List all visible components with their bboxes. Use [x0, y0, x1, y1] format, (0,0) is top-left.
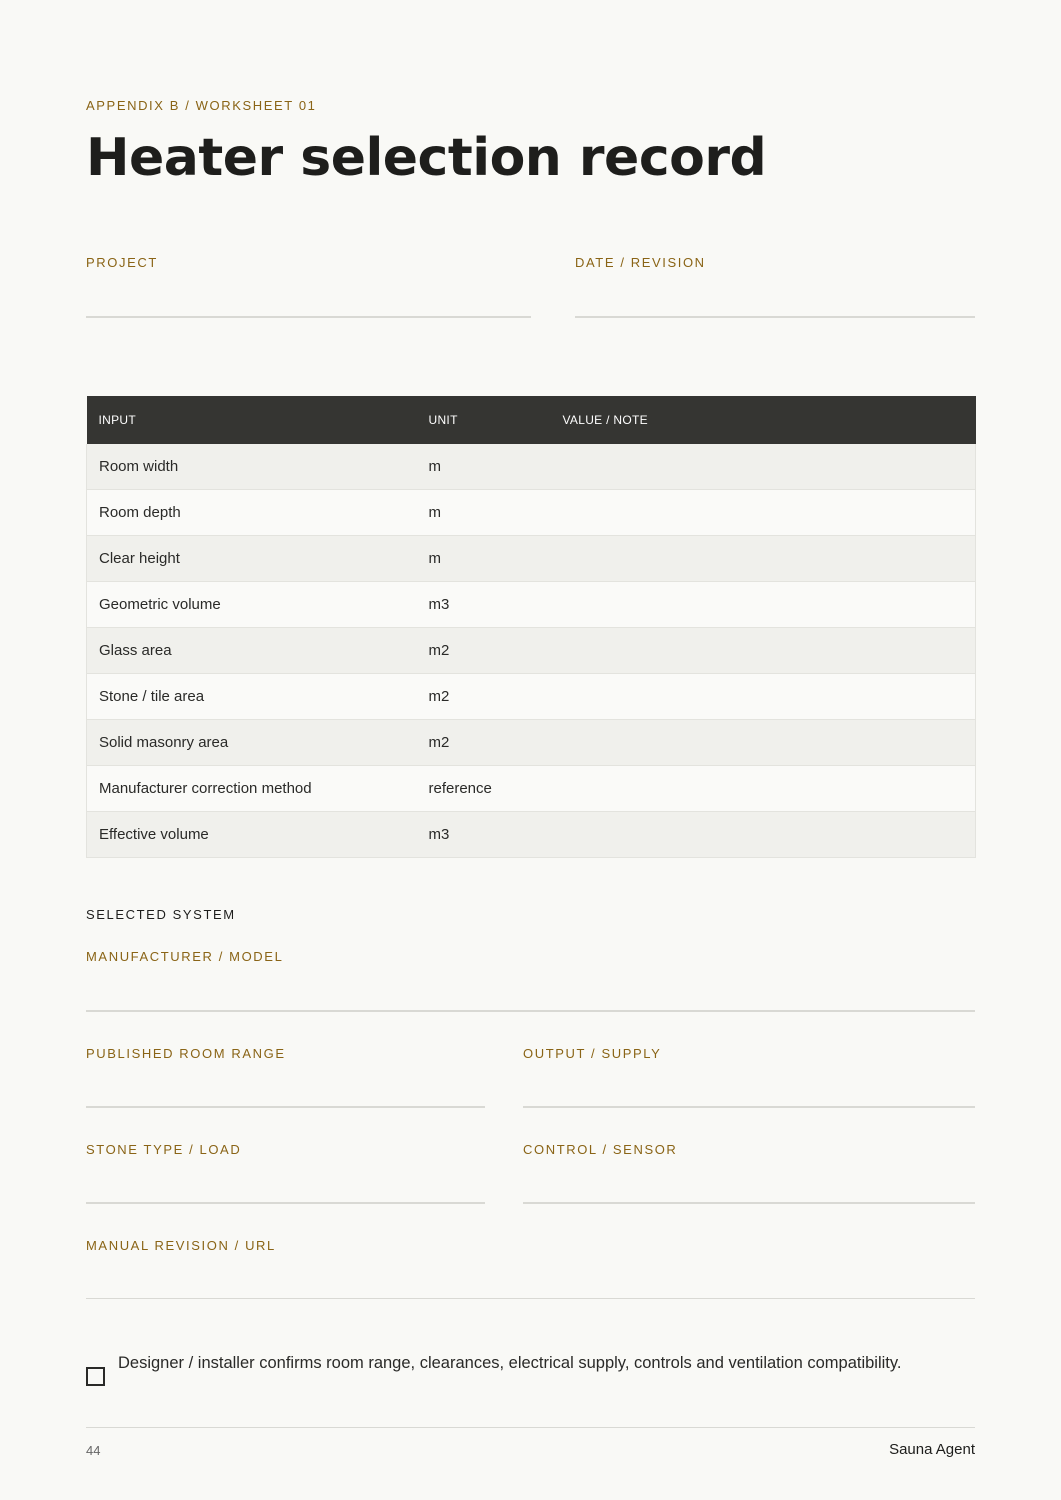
input-value[interactable]	[551, 444, 976, 490]
table-row	[87, 628, 976, 674]
inputs-table	[86, 396, 976, 858]
table-row	[87, 536, 976, 582]
input-name: Geometric volume	[87, 582, 417, 628]
control-sensor-field[interactable]	[523, 1142, 975, 1206]
input-name: Solid masonry area	[87, 720, 417, 766]
input-value[interactable]	[551, 490, 976, 536]
input-name: Glass area	[87, 628, 417, 674]
project-field[interactable]	[86, 255, 531, 319]
input-unit: m3	[417, 812, 551, 858]
confirmation-text: Designer / installer confirms room range, clearances, electrical supply, controls and ventilation compatibility.	[118, 1354, 902, 1372]
input-value[interactable]	[551, 582, 976, 628]
control-sensor-input-line[interactable]	[523, 1202, 975, 1204]
project-input-line[interactable]	[86, 316, 531, 318]
input-name: Room depth	[87, 490, 417, 536]
input-unit: m	[417, 490, 551, 536]
input-name: Manufacturer correction method	[87, 766, 417, 812]
stone-type-load-label: STONE TYPE / LOAD	[86, 1142, 242, 1157]
input-name: Clear height	[87, 536, 417, 582]
header-unit: UNIT	[417, 396, 551, 444]
header-input: INPUT	[87, 396, 417, 444]
date-revision-label: DATE / REVISION	[575, 255, 706, 270]
brand-name: Sauna Agent	[889, 1441, 975, 1458]
confirmation-checkbox[interactable]	[86, 1367, 105, 1386]
input-unit: m3	[417, 582, 551, 628]
table-row	[87, 812, 976, 858]
published-room-range-label: PUBLISHED ROOM RANGE	[86, 1046, 286, 1061]
input-value[interactable]	[551, 720, 976, 766]
manual-revision-url-label: MANUAL REVISION / URL	[86, 1238, 276, 1253]
input-unit: reference	[417, 766, 551, 812]
input-name: Stone / tile area	[87, 674, 417, 720]
table-row	[87, 766, 976, 812]
table-row	[87, 674, 976, 720]
project-label: PROJECT	[86, 255, 158, 270]
input-unit: m	[417, 536, 551, 582]
table-row	[87, 490, 976, 536]
input-unit: m2	[417, 720, 551, 766]
input-unit: m2	[417, 628, 551, 674]
input-name: Room width	[87, 444, 417, 490]
manual-revision-url-field[interactable]	[86, 1238, 975, 1302]
output-supply-input-line[interactable]	[523, 1106, 975, 1108]
input-value[interactable]	[551, 812, 976, 858]
table-row	[87, 720, 976, 766]
published-room-range-field[interactable]	[86, 1046, 485, 1110]
input-unit: m2	[417, 674, 551, 720]
table-header-row	[87, 396, 976, 444]
page-number: 44	[86, 1443, 101, 1458]
table-row	[87, 582, 976, 628]
control-sensor-label: CONTROL / SENSOR	[523, 1142, 678, 1157]
date-revision-input-line[interactable]	[575, 316, 975, 318]
manual-revision-url-input-line[interactable]	[86, 1298, 975, 1299]
page-title: Heater selection record	[86, 128, 767, 188]
input-value[interactable]	[551, 766, 976, 812]
input-value[interactable]	[551, 674, 976, 720]
header-value-note: VALUE / NOTE	[551, 396, 976, 444]
table-row	[87, 444, 976, 490]
manufacturer-model-input-line[interactable]	[86, 1010, 975, 1012]
appendix-eyebrow: APPENDIX B / WORKSHEET 01	[86, 98, 317, 113]
published-room-range-input-line[interactable]	[86, 1106, 485, 1108]
input-unit: m	[417, 444, 551, 490]
date-revision-field[interactable]	[575, 255, 975, 319]
manufacturer-model-field[interactable]	[86, 949, 975, 1013]
input-name: Effective volume	[87, 812, 417, 858]
input-value[interactable]	[551, 628, 976, 674]
input-value[interactable]	[551, 536, 976, 582]
stone-type-load-input-line[interactable]	[86, 1202, 485, 1204]
footer-divider	[86, 1427, 975, 1428]
manufacturer-model-label: MANUFACTURER / MODEL	[86, 949, 284, 964]
stone-type-load-field[interactable]	[86, 1142, 485, 1206]
confirmation-row	[86, 1352, 975, 1392]
worksheet-page	[86, 0, 975, 1500]
output-supply-label: OUTPUT / SUPPLY	[523, 1046, 662, 1061]
selected-system-heading: SELECTED SYSTEM	[86, 907, 236, 922]
output-supply-field[interactable]	[523, 1046, 975, 1110]
